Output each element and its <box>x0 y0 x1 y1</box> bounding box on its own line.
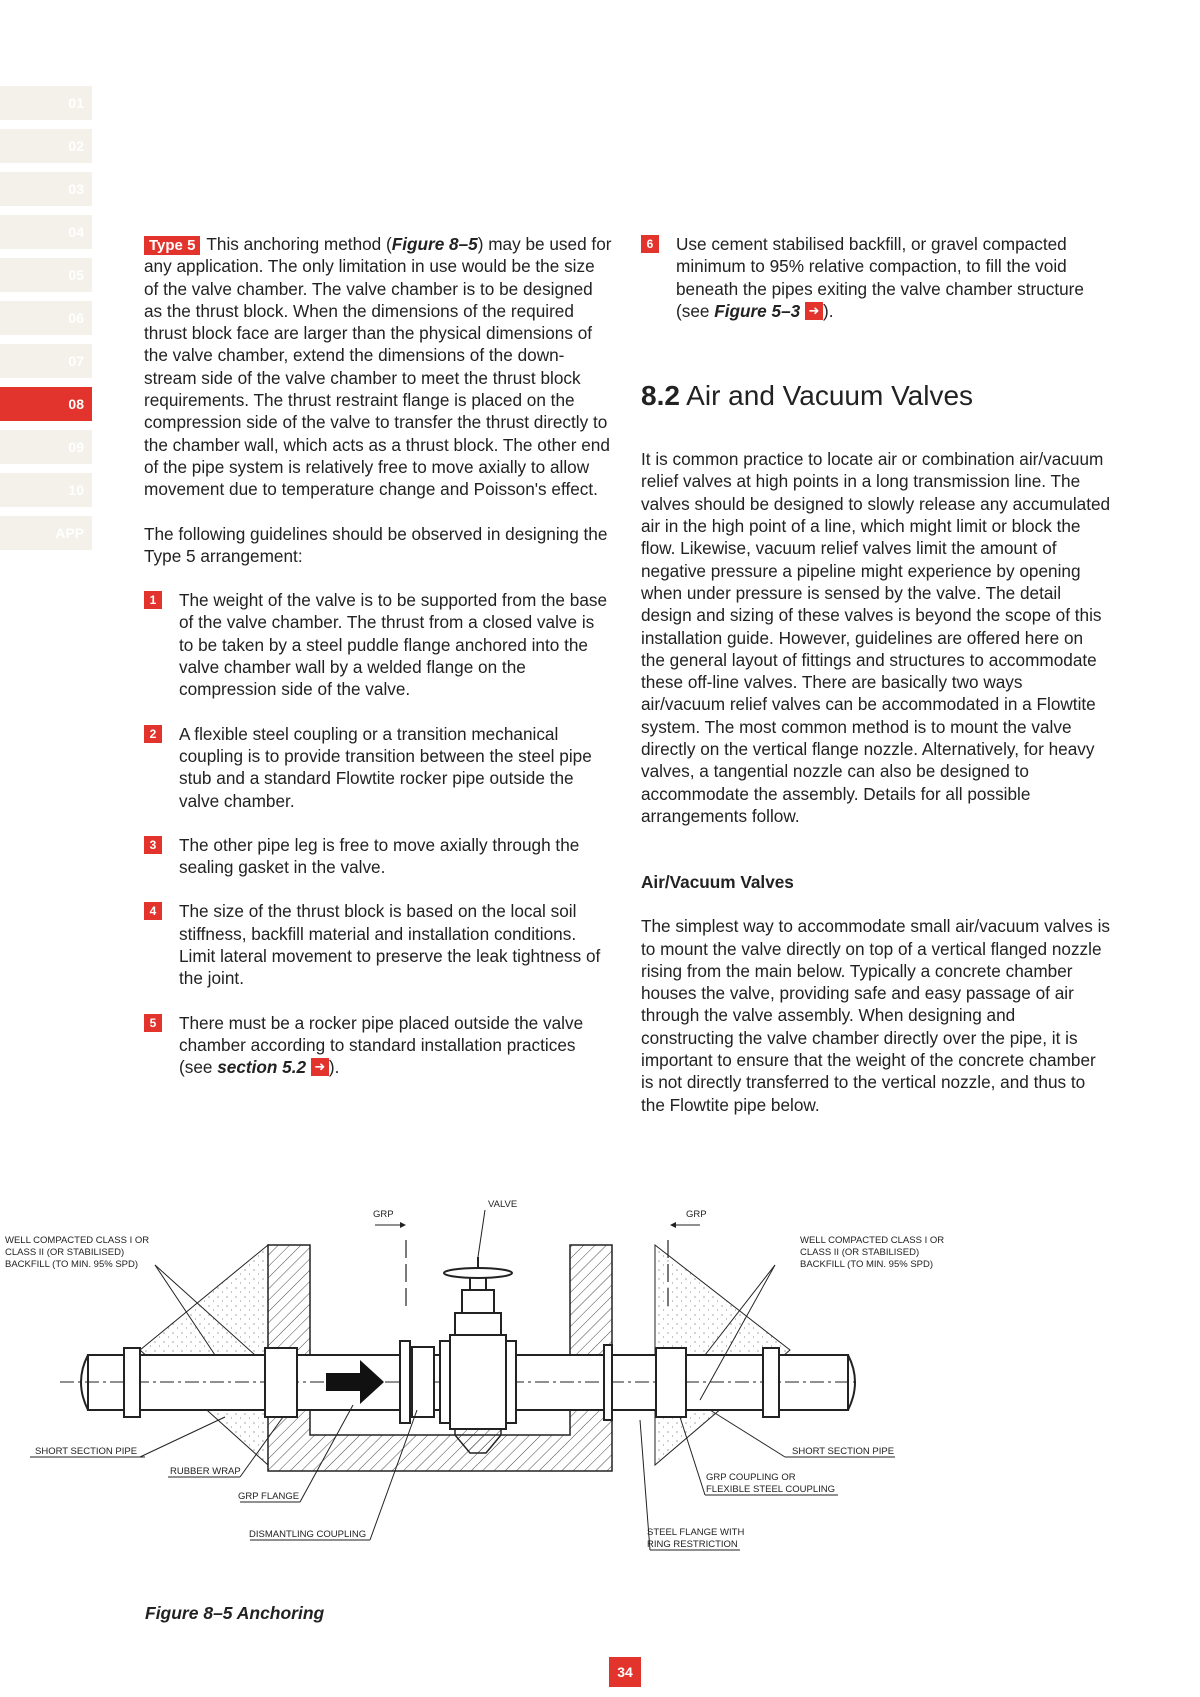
chapter-tab-07[interactable]: 07 <box>0 344 92 378</box>
type5-intro: Type 5 This anchoring method (Figure 8–5) may be used for any application. The only limitation in use would be the size of the valve chamber. The valve chamber is to be designed as the thrust block. When the dimensions of the required thrust block face are larger than the physical dimensions of the valve chamber, extend the dimensions of the down-stream side of the valve chamber to meet the thrust block requirements. The thrust restraint flange is placed on the compression side of the valve to transfer the thrust directly to the chamber wall, which acts as a thrust block. The other end of the pipe system is relatively free to move axially to allow movement due to temperature change and Poisson's effect. <box>144 234 612 500</box>
type5-badge: Type 5 <box>144 236 200 255</box>
label-backfill-left: WELL COMPACTED CLASS I OR <box>5 1235 150 1246</box>
list-item: 4 The size of the thrust block is based on the local soil stiffness, backfill material and installation conditions. Limit lateral movement to preserve the leak tightness of the joint. <box>144 900 612 989</box>
guidelines-list <box>144 589 612 1078</box>
label-short-pipe-right: SHORT SECTION PIPE <box>792 1446 895 1457</box>
chapter-tab-09[interactable]: 09 <box>0 430 92 464</box>
label-grp-coupling: GRP COUPLING OR <box>706 1472 796 1483</box>
figure-5-3-link[interactable]: Figure 5–3 <box>714 300 801 321</box>
chapter-tab-04[interactable]: 04 <box>0 215 92 249</box>
chapter-tab-05[interactable]: 05 <box>0 258 92 292</box>
label-grp-coupling: FLEXIBLE STEEL COUPLING <box>706 1484 835 1495</box>
list-item: 1 The weight of the valve is to be supported from the base of the valve chamber. The thrust from a closed valve is to be taken by a steel puddle flange anchored into the valve chamber wall by a welded flange on the compression side of the valve. <box>144 589 612 700</box>
label-backfill-right: BACKFILL (TO MIN. 95% SPD) <box>800 1259 934 1270</box>
chapter-tab-app[interactable]: APP <box>0 516 92 550</box>
item-number-badge: 1 <box>144 591 162 609</box>
label-valve: VALVE <box>488 1199 518 1210</box>
chapter-tab-03[interactable]: 03 <box>0 172 92 206</box>
item-number-badge: 3 <box>144 836 162 854</box>
label-grp-flange: GRP FLANGE <box>238 1491 300 1502</box>
item-number-badge: 5 <box>144 1014 162 1032</box>
label-grp-left: GRP <box>373 1209 394 1220</box>
right-column <box>641 233 1111 1116</box>
label-rubber-wrap: RUBBER WRAP <box>170 1466 241 1477</box>
guidelines-intro: The following guidelines should be observed in designing the Type 5 arrangement: <box>144 523 608 566</box>
left-column <box>144 233 612 1079</box>
section-5-2-link[interactable]: section 5.2 <box>217 1057 307 1078</box>
figure-caption: Figure 8–5 Anchoring <box>145 1603 325 1623</box>
list-item: 2 A flexible steel coupling or a transition mechanical coupling is to provide transition between the steel pipe stub and a standard Flowtite rocker pipe outside the valve chamber. <box>144 723 612 812</box>
figure-anchoring-diagram <box>0 1195 1200 1595</box>
label-steel-flange: RING RESTRICTION <box>647 1539 738 1550</box>
section-heading: 8.2 Air and Vacuum Valves <box>641 380 974 412</box>
label-dismantling: DISMANTLING COUPLING <box>249 1529 367 1540</box>
arrow-right-icon[interactable]: ➜ <box>311 1058 329 1076</box>
chapter-tab-10[interactable]: 10 <box>0 473 92 507</box>
figure-8-5-link[interactable]: Figure 8–5 <box>391 234 478 254</box>
list-item: 3 The other pipe leg is free to move axially through the sealing gasket in the valve. <box>144 834 612 879</box>
arrow-right-icon[interactable]: ➜ <box>805 302 823 320</box>
section-paragraph-2: The simplest way to accommodate small air/vacuum valves is to mount the valve directly on top of a vertical flanged nozzle rising from the main below. Typically a concrete chamber houses the valve, providing safe and easy passage of air through the valve assembly. When designing and constructing the valve chamber directly over the pipe, it is important to ensure that the weight of the concrete chamber is not directly transferred to the vertical nozzle, and thus to the Flowtite pipe below. <box>641 916 1110 1115</box>
label-backfill-right: CLASS II (OR STABILISED) <box>800 1247 920 1258</box>
list-item: 6 Use cement stabilised backfill, or gravel compacted minimum to 95% relative compaction, to fill the void beneath the pipes exiting the valve chamber structure (see Figure 5–3 ➜ ). <box>641 233 1111 322</box>
page-number: 34 <box>609 1657 641 1687</box>
subheading: Air/Vacuum Valves <box>641 872 794 893</box>
chapter-tab-06[interactable]: 06 <box>0 301 92 335</box>
list-item: 5 There must be a rocker pipe placed outside the valve chamber according to standard installation practices (see section 5.2 ➜ ). <box>144 1012 612 1079</box>
label-backfill-left: CLASS II (OR STABILISED) <box>5 1247 125 1258</box>
chapter-tabs <box>0 86 92 559</box>
item-number-badge: 2 <box>144 725 162 743</box>
item-number-badge: 6 <box>641 235 659 253</box>
chapter-tab-02[interactable]: 02 <box>0 129 92 163</box>
label-backfill-left: BACKFILL (TO MIN. 95% SPD) <box>5 1259 139 1270</box>
chapter-tab-08[interactable]: 08 <box>0 387 92 421</box>
label-grp-right: GRP <box>686 1209 707 1220</box>
label-short-pipe-left: SHORT SECTION PIPE <box>35 1446 138 1457</box>
section-paragraph-1: It is common practice to locate air or combination air/vacuum relief valves at high points in a long transmission line. The valves should be designed to slowly release any accumulated air in the high point of a line, which might limit or block the flow. Likewise, vacuum relief valves limit the amount of negative pressure a pipeline might experience by opening when under pressure is sensed by the valve. The detail design and sizing of these valves is beyond the scope of this installation guide. However, guidelines are offered here on the general layout of fittings and structures to accommodate these off-line valves. There are basically two ways air/vacuum relief valves can be accommodated in a Flowtite system. The most common method is to mount the valve directly on the vertical flange nozzle. Alternatively, for heavy valves, a tangential nozzle can also be designed to accommodate the assembly. Details for all possible arrangements follow. <box>641 449 1111 826</box>
item-number-badge: 4 <box>144 902 162 920</box>
chapter-tab-01[interactable]: 01 <box>0 86 92 120</box>
label-steel-flange: STEEL FLANGE WITH <box>647 1527 745 1538</box>
label-backfill-right: WELL COMPACTED CLASS I OR <box>800 1235 945 1246</box>
